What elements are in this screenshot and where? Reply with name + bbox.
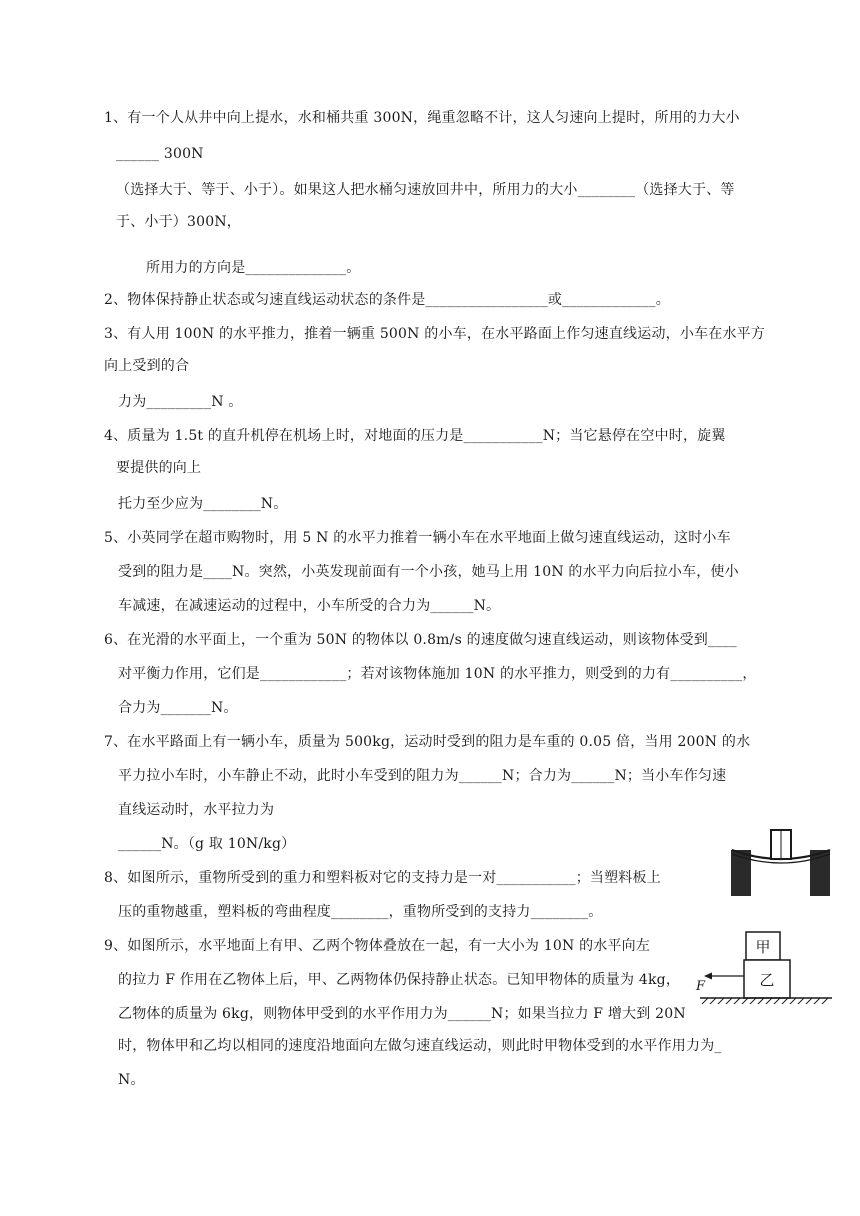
q6-line-3: 合力为_______N。: [118, 700, 238, 716]
block-jia-label: 甲: [755, 938, 771, 956]
q3-line-3: 力为_________N 。: [118, 394, 243, 410]
q4-line-2: 要提供的向上: [116, 460, 202, 476]
q3-line-1: 3、有人用 100N 的水平推力，推着一辆重 500N 的小车，在水平路面上作匀速直线运动，小车在水平方: [104, 326, 766, 342]
q4-line-3: 托力至少应为________N。: [118, 496, 288, 512]
q1-line-4: 于、小于）300N，: [116, 214, 241, 230]
q1-line-2: ______ 300N: [116, 146, 204, 162]
q1-line-3: （选择大于、等于、小于）。如果这人把水桶匀速放回井中，所用力的大小________（选择大于、等: [116, 182, 735, 198]
q7-line-4: ______N。（g 取 10N/kg）: [118, 836, 296, 852]
q5-line-1: 5、小英同学在超市购物时，用 5 N 的水平力推着一辆小车在水平地面上做匀速直线运动，这时小车: [104, 530, 731, 546]
q9-line-4: 时，物体甲和乙均以相同的速度沿地面向左做匀速直线运动，则此时甲物体受到的水平作用力为_: [118, 1038, 722, 1054]
plastic-board-figure: [730, 828, 832, 898]
q4-line-1: 4、质量为 1.5t 的直升机停在机场上时，对地面的压力是___________N；当它悬停在空中时，旋翼: [104, 428, 726, 444]
block-yi-label: 乙: [759, 971, 775, 989]
q6-line-1: 6、在光滑的水平面上，一个重为 50N 的物体以 0.8m/s 的速度做匀速直线运动，则该物体受到____: [104, 632, 737, 648]
q8-line-2: 压的重物越重，塑料板的弯曲程度________，重物所受到的支持力________。: [118, 904, 603, 920]
q6-line-2: 对平衡力作用，它们是____________；若对该物体施加 10N 的水平推力，则受到的力有__________，: [118, 666, 757, 682]
q7-line-3: 直线运动时，水平拉力为: [118, 802, 275, 818]
q7-line-1: 7、在水平路面上有一辆小车，质量为 500kg，运动时受到的阻力是车重的 0.05 倍，当用 200N 的水: [104, 734, 751, 750]
q7-line-2: 平力拉小车时，小车静止不动，此时小车受到的阻力为______N；合力为______N；当小车作匀速: [118, 768, 727, 784]
q9-line-3: 乙物体的质量为 6kg，则物体甲受到的水平作用力为______N；如果当拉力 F 增大到 20N: [118, 1006, 686, 1022]
q8-line-1: 8、如图所示，重物所受到的重力和塑料板对它的支持力是一对___________；当塑料板上: [104, 870, 661, 886]
stacked-blocks-figure: [688, 928, 834, 1008]
ground-hatch: [702, 998, 828, 1004]
q9-line-1: 9、如图所示，水平地面上有甲、乙两个物体叠放在一起，有一大小为 10N 的水平向左: [104, 938, 651, 954]
q5-line-2: 受到的阻力是____N。突然，小英发现前面有一个小孩，她马上用 10N 的水平力向后拉小车，使小: [118, 564, 739, 580]
q5-line-3: 车减速，在减速运动的过程中，小车所受的合力为______N。: [118, 598, 501, 614]
force-label: F: [696, 979, 706, 994]
q2-line-1: 2、物体保持静止状态或匀速直线运动状态的条件是_________________或_____________。: [104, 292, 670, 308]
q3-line-2: 向上受到的合: [104, 358, 190, 374]
q9-line-5: N。: [118, 1072, 145, 1088]
q1-line-5: 所用力的方向是______________。: [146, 260, 361, 276]
q1-line-1: 1、有一个人从井中向上提水，水和桶共重 300N，绳重忽略不计，这人匀速向上提时，所用的力大小: [104, 110, 740, 126]
q9-line-2: 的拉力 F 作用在乙物体上后，甲、乙两物体仍保持静止状态。已知甲物体的质量为 4kg，: [118, 972, 681, 988]
